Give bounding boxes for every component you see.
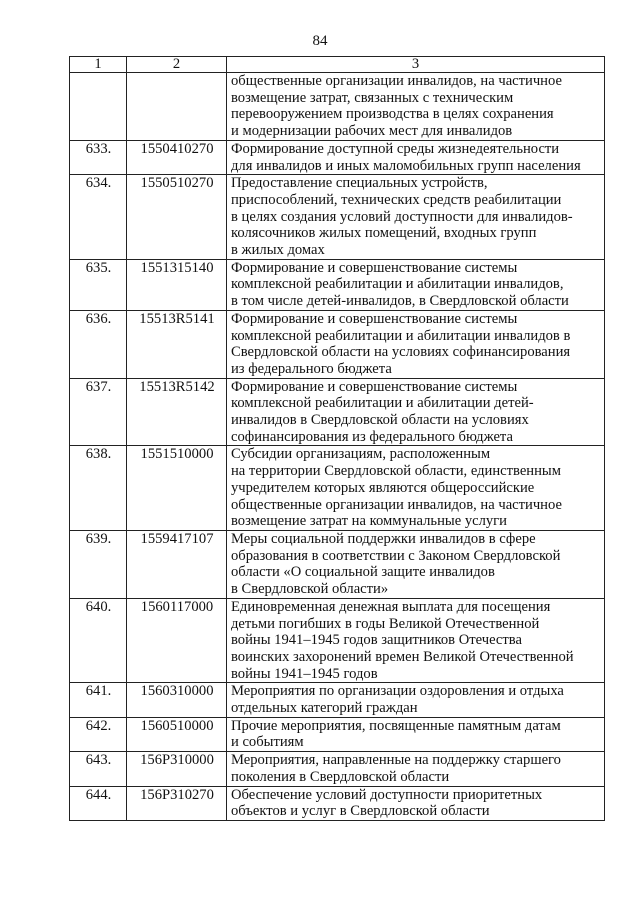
row-number: 636. [70, 310, 127, 378]
budget-code: 1560310000 [127, 683, 227, 717]
column-header-2: 2 [127, 57, 227, 73]
table-row [70, 310, 605, 378]
table-row [70, 446, 605, 531]
budget-code: 1560510000 [127, 717, 227, 751]
row-description: Единовременная денежная выплата для посещения детьми погибших в годы Великой Отечественной войны 1941–1945 годов защитников Отечества воинских захоронений времен Великой Отечественной войны 1941–1945 годов [227, 598, 605, 683]
budget-code: 1560117000 [127, 598, 227, 683]
row-number: 635. [70, 259, 127, 310]
column-header-1: 1 [70, 57, 127, 73]
budget-code: 1550410270 [127, 140, 227, 174]
table-row [70, 786, 605, 820]
table-row [70, 73, 605, 141]
row-description: Мероприятия, направленные на поддержку старшего поколения в Свердловской области [227, 752, 605, 786]
budget-code: 156P310270 [127, 786, 227, 820]
row-number: 644. [70, 786, 127, 820]
row-number: 643. [70, 752, 127, 786]
row-description: Меры социальной поддержки инвалидов в сфере образования в соответствии с Законом Свердловской области «О социальной защите инвалидов в Свердловской области» [227, 530, 605, 598]
row-description: Формирование доступной среды жизнедеятельности для инвалидов и иных маломобильных групп населения [227, 140, 605, 174]
budget-code: 1550510270 [127, 175, 227, 260]
table-row [70, 752, 605, 786]
row-description: Предоставление специальных устройств, приспособлений, технических средств реабилитации в целях создания условий доступности для инвалидов- колясочников жилых помещений, входных групп в жилых домах [227, 175, 605, 260]
row-number: 639. [70, 530, 127, 598]
table-row [70, 598, 605, 683]
row-description: Обеспечение условий доступности приоритетных объектов и услуг в Свердловской области [227, 786, 605, 820]
row-description: Субсидии организациям, расположенным на территории Свердловской области, единственным учредителем которых являются общероссийские общественные организации инвалидов, на частичное возмещение затрат на коммунальные услуги [227, 446, 605, 531]
budget-code: 156P310000 [127, 752, 227, 786]
budget-code: 15513R5142 [127, 378, 227, 446]
row-number: 641. [70, 683, 127, 717]
page-number: 84 [312, 33, 328, 49]
budget-code: 1559417107 [127, 530, 227, 598]
row-description: Формирование и совершенствование системы комплексной реабилитации и абилитации детей- инвалидов в Свердловской области на условиях софинансирования из федерального бюджета [227, 378, 605, 446]
table-row [70, 530, 605, 598]
table-row [70, 683, 605, 717]
row-number: 633. [70, 140, 127, 174]
row-number [70, 73, 127, 141]
row-description: Формирование и совершенствование системы комплексной реабилитации и абилитации инвалидов, в том числе детей-инвалидов, в Свердловской области [227, 259, 605, 310]
budget-code: 1551510000 [127, 446, 227, 531]
budget-code: 1551315140 [127, 259, 227, 310]
row-description: общественные организации инвалидов, на частичное возмещение затрат, связанных с техническим перевооружением производства в целях сохранения и модернизации рабочих мест для инвалидов [227, 73, 605, 141]
row-number: 637. [70, 378, 127, 446]
row-number: 642. [70, 717, 127, 751]
row-number: 638. [70, 446, 127, 531]
table-row [70, 140, 605, 174]
budget-code [127, 73, 227, 141]
row-description: Формирование и совершенствование системы комплексной реабилитации и абилитации инвалидов в Свердловской области на условиях софинансирования из федерального бюджета [227, 310, 605, 378]
table-row [70, 378, 605, 446]
row-description: Прочие мероприятия, посвященные памятным датам и событиям [227, 717, 605, 751]
budget-code-table [69, 56, 605, 821]
row-number: 640. [70, 598, 127, 683]
budget-code: 15513R5141 [127, 310, 227, 378]
table-header-row [70, 57, 605, 73]
table-row [70, 259, 605, 310]
table-row [70, 175, 605, 260]
column-header-3: 3 [227, 57, 605, 73]
table-row [70, 717, 605, 751]
row-description: Мероприятия по организации оздоровления и отдыха отдельных категорий граждан [227, 683, 605, 717]
row-number: 634. [70, 175, 127, 260]
